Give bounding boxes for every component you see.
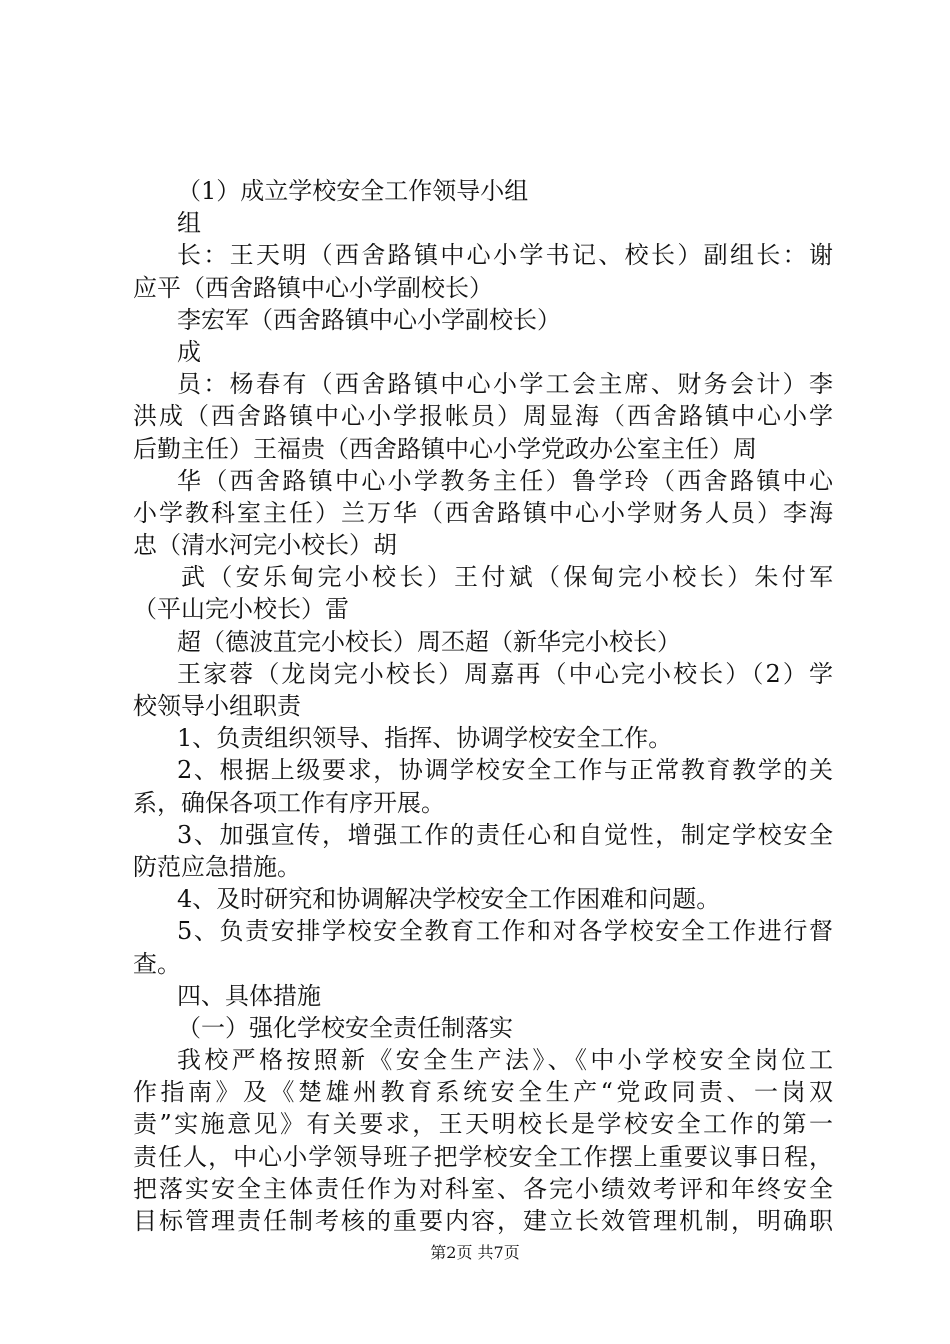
page-footer — [0, 1243, 950, 1263]
text-line: 小学教科室主任）兰万华（西舍路镇中心小学财务人员）李海 — [133, 498, 833, 527]
document-body — [133, 175, 833, 1237]
text-line: 校领导小组职责 — [133, 692, 301, 720]
text-line: 后勤主任）王福贵（西舍路镇中心小学党政办公室主任）周 — [133, 434, 757, 463]
text-line: 2、根据上级要求，协调学校安全工作与正常教育教学的关 — [177, 756, 833, 785]
text-line: 责”实施意见》有关要求，王天明校长是学校安全工作的第一 — [133, 1110, 833, 1139]
text-line: 李宏军（西舍路镇中心小学副校长） — [177, 305, 561, 334]
text-line: 5、负责安排学校安全教育工作和对各学校安全工作进行督 — [177, 917, 833, 946]
text-line: （一）强化学校安全责任制落实 — [177, 1013, 513, 1042]
text-line: 王家蓉（龙岗完小校长）周嘉再（中心完小校长）（2）学 — [177, 659, 833, 688]
text-line: 洪成（西舍路镇中心小学报帐员）周显海（西舍路镇中心小学 — [133, 402, 833, 431]
text-line: 作指南》及《楚雄州教育系统安全生产“党政同责、一岗双 — [133, 1078, 833, 1107]
text-line: 长：王天明（西舍路镇中心小学书记、校长）副组长：谢 — [177, 241, 833, 270]
text-line: 应平（西舍路镇中心小学副校长） — [133, 273, 493, 302]
text-line: 忠（清水河完小校长）胡 — [133, 531, 397, 560]
text-line: （平山完小校长）雷 — [133, 595, 349, 624]
text-line: 员：杨春有（西舍路镇中心小学工会主席、财务会计）李 — [177, 370, 833, 399]
text-line: 华（西舍路镇中心小学教务主任）鲁学玲（西舍路镇中心 — [177, 466, 833, 495]
text-line: 超（德波苴完小校长）周丕超（新华完小校长） — [177, 627, 681, 656]
text-line: 4、及时研究和协调解决学校安全工作困难和问题。 — [177, 885, 721, 914]
text-line: 1、负责组织领导、指挥、协调学校安全工作。 — [177, 724, 673, 753]
text-line: 四、具体措施 — [177, 981, 321, 1010]
text-line: 目标管理责任制考核的重要内容，建立长效管理机制，明确职 — [133, 1207, 833, 1235]
text-line: 成 — [177, 337, 201, 366]
text-line: 责任人，中心小学领导班子把学校安全工作摆上重要议事日程， — [133, 1142, 833, 1171]
text-line: 查。 — [133, 949, 181, 978]
text-line: 武（安乐甸完小校长）王付斌（保甸完小校长）朱付军 — [181, 563, 833, 592]
text-line: 系，确保各项工作有序开展。 — [133, 788, 445, 817]
text-line: 我校严格按照新《安全生产法》、《中小学校安全岗位工 — [177, 1046, 833, 1075]
page-number-label: 第2页 共7页 — [430, 1243, 520, 1262]
text-line: 3、加强宣传，增强工作的责任心和自觉性，制定学校安全 — [177, 820, 833, 849]
text-line: 防范应急措施。 — [133, 852, 301, 881]
text-line: 组 — [177, 209, 201, 238]
text-line: （1）成立学校安全工作领导小组 — [177, 177, 529, 205]
text-line: 把落实安全主体责任作为对科室、各完小绩效考评和年终安全 — [133, 1174, 833, 1203]
